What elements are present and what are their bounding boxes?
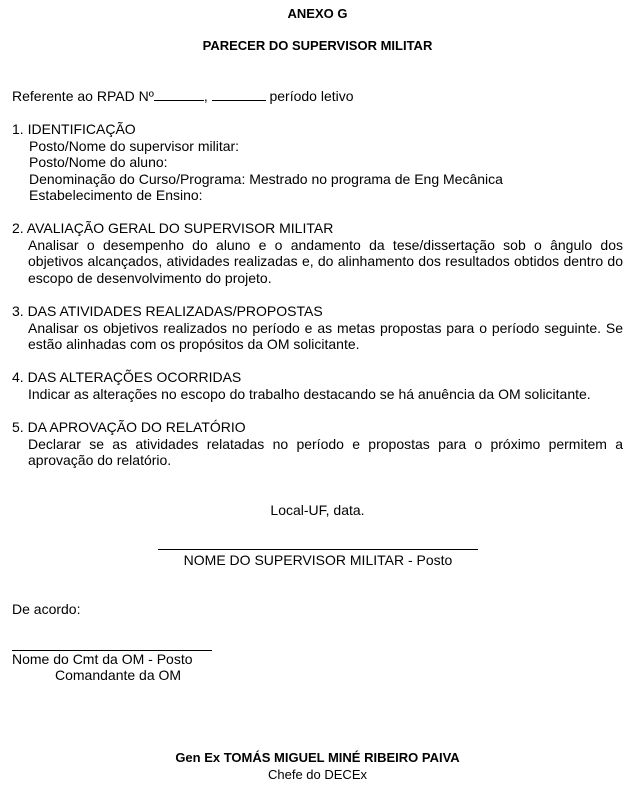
section-heading: 5. DA APROVAÇÃO DO RELATÓRIO bbox=[12, 419, 246, 435]
rpad-reference-line bbox=[12, 88, 354, 105]
rpad-number-blank bbox=[154, 88, 204, 101]
section-text: Analisar o desempenho do aluno e o andamento da tese/dissertação sob o ângulo dos objetivos alcançados, atividades realizadas e, do alinhamento dos resultados obtidos dentro do escopo de desenvolvimento do projeto. bbox=[28, 236, 623, 286]
section-text: Declarar se as atividades relatadas no período e propostas para o próximo permitem a aprovação do relatório. bbox=[28, 435, 623, 468]
section-activities bbox=[12, 303, 623, 353]
rpad-separator: , bbox=[203, 88, 208, 104]
section-heading: 3. DAS ATIVIDADES REALIZADAS/PROPOSTAS bbox=[12, 303, 323, 319]
section-text: Indicar as alterações no escopo do trabalho destacando se há anuência da OM solicitante. bbox=[28, 385, 591, 402]
section-identification bbox=[12, 121, 623, 204]
chief-role: Chefe do DECEx bbox=[268, 767, 367, 782]
section-report-approval bbox=[12, 419, 623, 469]
rpad-prefix: Referente ao RPAD Nº bbox=[12, 88, 154, 104]
section-text: Analisar os objetivos realizados no período e as metas propostas para o período seguinte. Se estão alinhadas com os propósitos da OM solicitante. bbox=[28, 319, 623, 352]
rpad-suffix: período letivo bbox=[269, 88, 354, 104]
section-heading: 4. DAS ALTERAÇÕES OCORRIDAS bbox=[12, 369, 242, 385]
document-title: PARECER DO SUPERVISOR MILITAR bbox=[202, 38, 433, 53]
section-heading: 2. AVALIAÇÃO GERAL DO SUPERVISOR MILITAR bbox=[12, 220, 334, 236]
course-field: Denominação do Curso/Programa: Mestrado no programa de Eng Mecânica bbox=[29, 170, 503, 187]
section-general-evaluation bbox=[12, 220, 623, 286]
agreement-label: De acordo: bbox=[12, 601, 81, 617]
local-date: Local-UF, data. bbox=[270, 502, 365, 518]
supervisor-field: Posto/Nome do supervisor militar: bbox=[29, 137, 240, 154]
section-heading: 1. IDENTIFICAÇÃO bbox=[12, 121, 136, 137]
supervisor-name: NOME DO SUPERVISOR MILITAR - Posto bbox=[183, 552, 453, 568]
institution-field: Estabelecimento de Ensino: bbox=[29, 187, 203, 203]
period-blank bbox=[212, 88, 266, 101]
student-field: Posto/Nome do aluno: bbox=[29, 154, 168, 170]
commander-role: Comandante da OM bbox=[55, 667, 182, 683]
section-changes bbox=[12, 369, 623, 402]
annex-title: ANEXO G bbox=[287, 6, 348, 21]
commander-name: Nome do Cmt da OM - Posto bbox=[12, 651, 193, 667]
chief-name: Gen Ex TOMÁS MIGUEL MINÉ RIBEIRO PAIVA bbox=[175, 750, 460, 765]
supervisor-signature-line bbox=[158, 549, 478, 550]
